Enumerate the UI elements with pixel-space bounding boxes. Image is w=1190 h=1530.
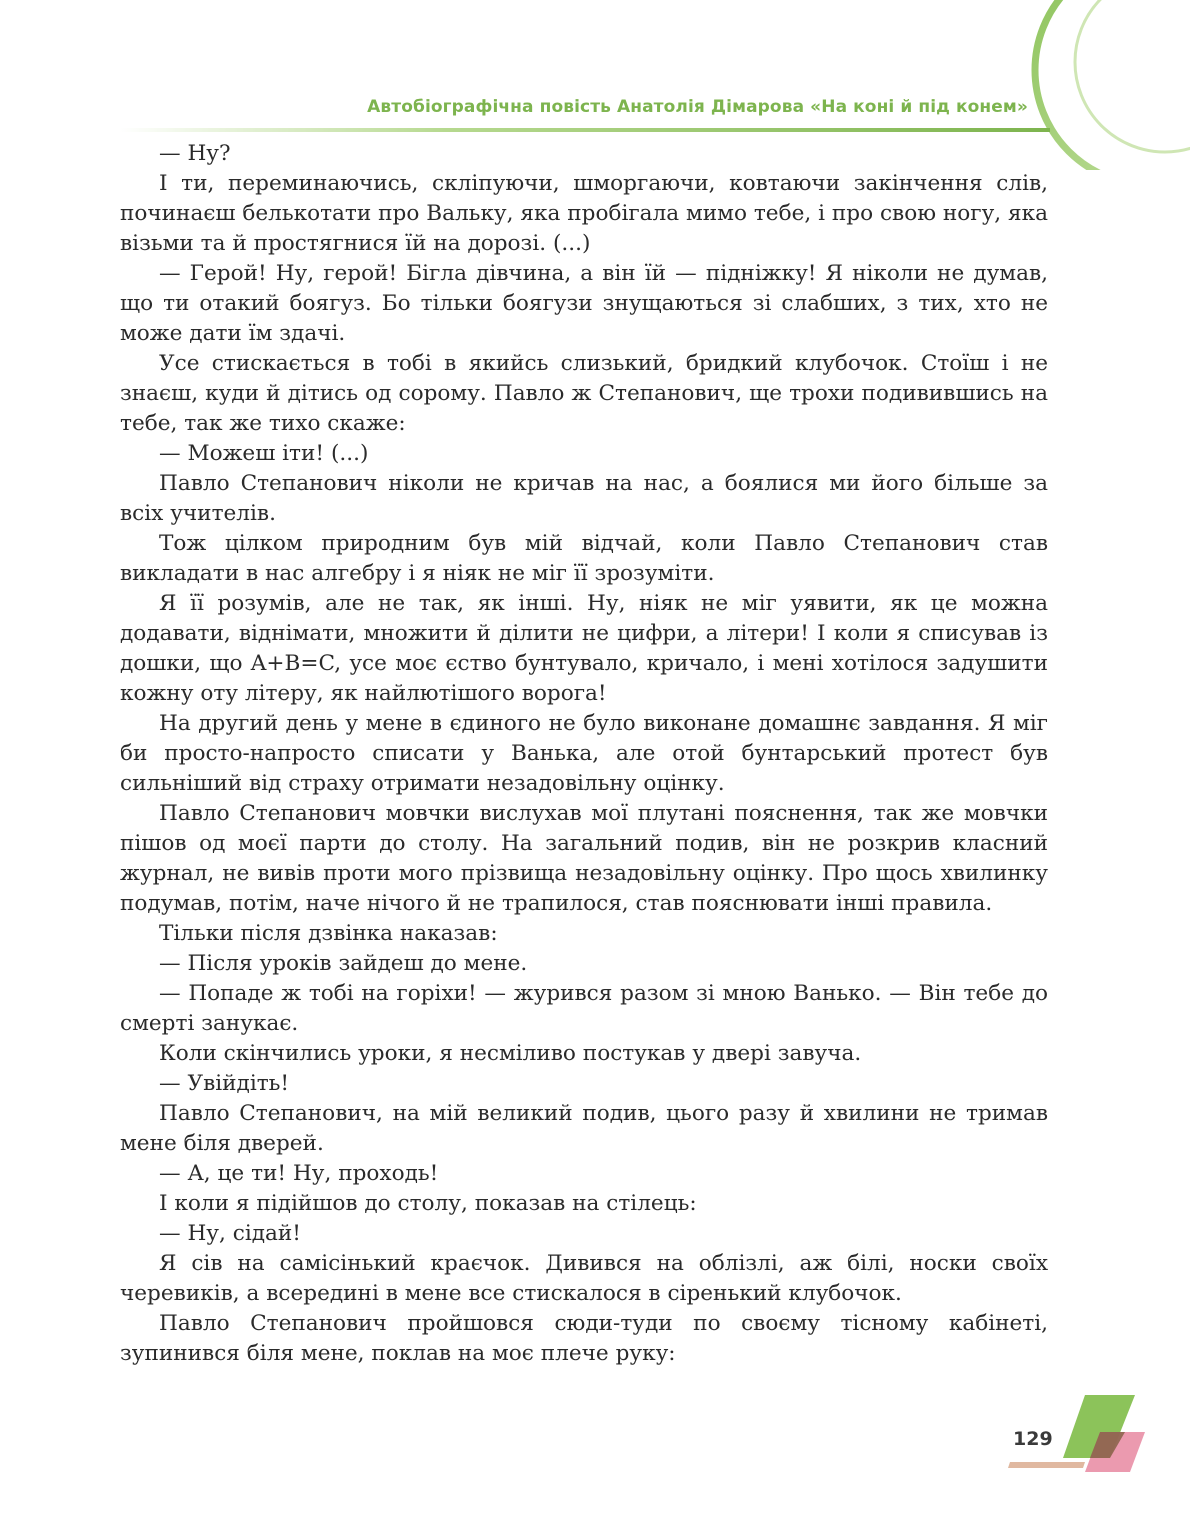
paragraph: — Увійдіть! — [159, 1071, 290, 1096]
paragraph: Павло Степанович пройшовся сюди-туди по своєму тісному кабінеті, зупинився біля мене, поклав на моє плече руку: — [120, 1311, 1048, 1366]
paragraph: Я її розумів, але не так, як інші. Ну, ніяк не міг уявити, як це можна додавати, віднімати, множити й ділити не цифри, а літери! І коли я списував із дошки, що A+B=C, усе моє єство бунтувало, кричало, і мені хотілося задушити кожну оту літеру, як найлютішого ворога! — [120, 591, 1048, 706]
corner-decoration — [1005, 1390, 1155, 1475]
paragraph: Я сів на самісінький краєчок. Дивився на облізлі, аж білі, носки своїх черевиків, а всередині в мене все стискалося в сіренький клубочок. — [120, 1251, 1048, 1306]
paragraph: І ти, переминаючись, скліпуючи, шморгаючи, ковтаючи закінчення слів, починаєш белькотати про Вальку, яка пробігала мимо тебе, і про свою ногу, яка візьми та й простягнися їй на дорозі. (...) — [120, 171, 1048, 256]
running-title: Автобіографічна повість Анатолія Дімарова «На коні й під конем» — [367, 97, 1028, 117]
paragraph: І коли я підійшов до столу, показав на стілець: — [159, 1191, 697, 1216]
paragraph: — А, це ти! Ну, проходь! — [159, 1161, 439, 1186]
header-rule — [120, 128, 1050, 132]
paragraph: Тож цілком природним був мій відчай, коли Павло Степанович став викладати в нас алгебру і я ніяк не міг її зрозуміти. — [120, 531, 1048, 586]
paragraph: — Герой! Ну, герой! Бігла дівчина, а він їй — підніжку! Я ніколи не думав, що ти отакий боягуз. Бо тільки боягузи знущаються зі слабших, з тих, хто не може дати їм здачі. — [120, 261, 1048, 346]
paragraph: — Ну, сідай! — [159, 1221, 301, 1246]
paragraph: На другий день у мене в єдиного не було виконане домашнє завдання. Я міг би просто-напросто списати у Ванька, але отой бунтарський протест був сильніший від страху отримати незадовільну оцінку. — [120, 711, 1048, 796]
paragraph: — Ну? — [159, 141, 231, 166]
paragraph: Тільки після дзвінка наказав: — [159, 921, 498, 946]
paragraph: — Можеш іти! (...) — [159, 441, 369, 466]
paragraph: — Після уроків зайдеш до мене. — [159, 951, 528, 976]
paragraph: Усе стискається в тобі в якийсь слизький, бридкий клубочок. Стоїш і не знаєш, куди й дітись од сорому. Павло ж Степанович, ще трохи подивившись на тебе, так же тихо скаже: — [120, 351, 1048, 436]
paragraph: Павло Степанович мовчки вислухав мої плутані пояснення, так же мовчки пішов од моєї парти до столу. На загальний подив, він не розкрив класний журнал, не вивів проти мого прізвища незадовільну оцінку. Про щось хвилинку подумав, потім, наче нічого й не трапилося, став пояснювати інші правила. — [120, 801, 1048, 916]
paragraph: Павло Степанович, на мій великий подив, цього разу й хвилини не тримав мене біля дверей. — [120, 1101, 1048, 1156]
paragraph: Коли скінчились уроки, я несміливо постукав у двері завуча. — [159, 1041, 862, 1066]
paragraph: Павло Степанович ніколи не кричав на нас, а боялися ми його більше за всіх учителів. — [120, 471, 1048, 526]
story-text — [120, 139, 1048, 1369]
page-number: 129 — [1013, 1428, 1053, 1450]
paragraph: — Попаде ж тобі на горіхи! — журився разом зі мною Ванько. — Він тебе до смерті занукає. — [120, 981, 1048, 1036]
